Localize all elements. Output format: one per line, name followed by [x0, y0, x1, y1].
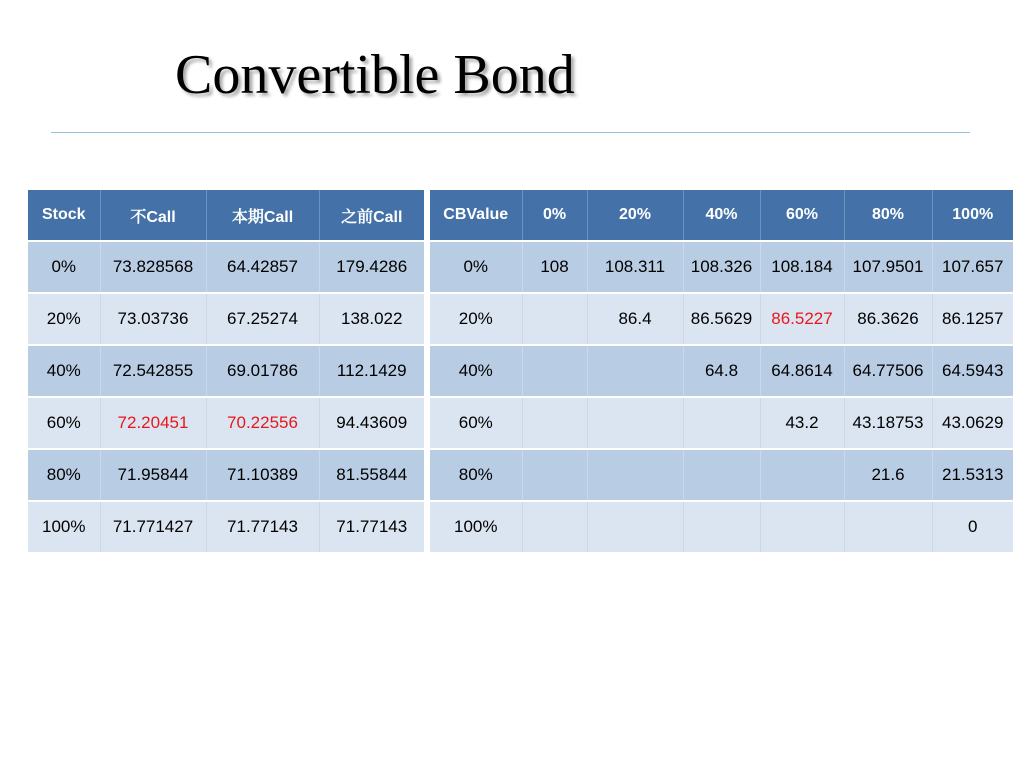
- table-cell: 179.4286: [319, 241, 424, 293]
- table-cell: 71.95844: [100, 449, 206, 501]
- title-divider: [51, 132, 970, 133]
- table-row: [28, 397, 424, 449]
- table-cell: 73.03736: [100, 293, 206, 345]
- table-cell: 108.184: [760, 241, 844, 293]
- table-cell: [587, 397, 683, 449]
- table-cell: 100%: [28, 501, 100, 552]
- table-row: [28, 449, 424, 501]
- table-cell: 112.1429: [319, 345, 424, 397]
- table-cell: 69.01786: [206, 345, 319, 397]
- table-cell: [587, 501, 683, 552]
- table-cell: 73.828568: [100, 241, 206, 293]
- table-cell: 71.77143: [206, 501, 319, 552]
- table-cell: [522, 397, 587, 449]
- table-cell: 108: [522, 241, 587, 293]
- header-column: 40%: [683, 190, 760, 241]
- table-cell: 86.4: [587, 293, 683, 345]
- table-cell: 107.657: [932, 241, 1013, 293]
- table-header-row: [430, 190, 1013, 241]
- table-row: [430, 449, 1013, 501]
- table-row: [28, 345, 424, 397]
- table-cell: 71.77143: [319, 501, 424, 552]
- table-cell: 40%: [28, 345, 100, 397]
- header-column: 80%: [844, 190, 932, 241]
- header-column: 100%: [932, 190, 1013, 241]
- header-cb-value: CBValue: [430, 190, 522, 241]
- table-cell: 138.022: [319, 293, 424, 345]
- table-cell: [522, 293, 587, 345]
- table-cell: 108.311: [587, 241, 683, 293]
- table-cell: 20%: [28, 293, 100, 345]
- table-cell: [522, 501, 587, 552]
- table-cell: 108.326: [683, 241, 760, 293]
- table-cell: 40%: [430, 345, 522, 397]
- table-cell: [683, 449, 760, 501]
- highlighted-cell: 70.22556: [206, 397, 319, 449]
- table-cell: 21.6: [844, 449, 932, 501]
- table-row: [430, 397, 1013, 449]
- table-cell: 80%: [430, 449, 522, 501]
- table-header-row: [28, 190, 424, 241]
- table-cell: 94.43609: [319, 397, 424, 449]
- table-cell: 72.542855: [100, 345, 206, 397]
- table-cell: 0%: [430, 241, 522, 293]
- table-cell: 64.8614: [760, 345, 844, 397]
- slide-title: Convertible Bond: [175, 44, 575, 106]
- table-cell: [587, 345, 683, 397]
- header-column: 60%: [760, 190, 844, 241]
- table-cell: 20%: [430, 293, 522, 345]
- table-cell: [844, 501, 932, 552]
- table-cell: [522, 345, 587, 397]
- table-cell: 71.771427: [100, 501, 206, 552]
- header-column: 20%: [587, 190, 683, 241]
- table-cell: [683, 397, 760, 449]
- table-cell: 86.5629: [683, 293, 760, 345]
- table-cell: 64.8: [683, 345, 760, 397]
- table-cell: 86.3626: [844, 293, 932, 345]
- table-cell: 81.55844: [319, 449, 424, 501]
- table-cell: 67.25274: [206, 293, 319, 345]
- table-cell: [522, 449, 587, 501]
- header-current-call: 本期Call: [206, 190, 319, 241]
- table-cell: 43.2: [760, 397, 844, 449]
- table-row: [430, 345, 1013, 397]
- header-column: 0%: [522, 190, 587, 241]
- table-row: [430, 241, 1013, 293]
- table-cell: 43.0629: [932, 397, 1013, 449]
- table-cell: 71.10389: [206, 449, 319, 501]
- table-cell: 64.42857: [206, 241, 319, 293]
- table-cell: [587, 449, 683, 501]
- table-cell: 0: [932, 501, 1013, 552]
- header-previous-call: 之前Call: [319, 190, 424, 241]
- table-cell: 0%: [28, 241, 100, 293]
- table-row: [28, 241, 424, 293]
- table-cell: 80%: [28, 449, 100, 501]
- table-row: [430, 501, 1013, 552]
- call-strategy-table: [28, 190, 424, 552]
- table-cell: 64.77506: [844, 345, 932, 397]
- table-cell: 21.5313: [932, 449, 1013, 501]
- table-cell: [760, 501, 844, 552]
- table-cell: 60%: [430, 397, 522, 449]
- header-stock: Stock: [28, 190, 100, 241]
- table-cell: 60%: [28, 397, 100, 449]
- table-row: [430, 293, 1013, 345]
- table-cell: 100%: [430, 501, 522, 552]
- table-cell: [760, 449, 844, 501]
- table-row: [28, 501, 424, 552]
- highlighted-cell: 72.20451: [100, 397, 206, 449]
- cb-value-table: [430, 190, 1013, 552]
- table-cell: [683, 501, 760, 552]
- highlighted-cell: 86.5227: [760, 293, 844, 345]
- table-cell: 107.9501: [844, 241, 932, 293]
- table-row: [28, 293, 424, 345]
- table-cell: 86.1257: [932, 293, 1013, 345]
- header-no-call: 不Call: [100, 190, 206, 241]
- table-cell: 64.5943: [932, 345, 1013, 397]
- table-cell: 43.18753: [844, 397, 932, 449]
